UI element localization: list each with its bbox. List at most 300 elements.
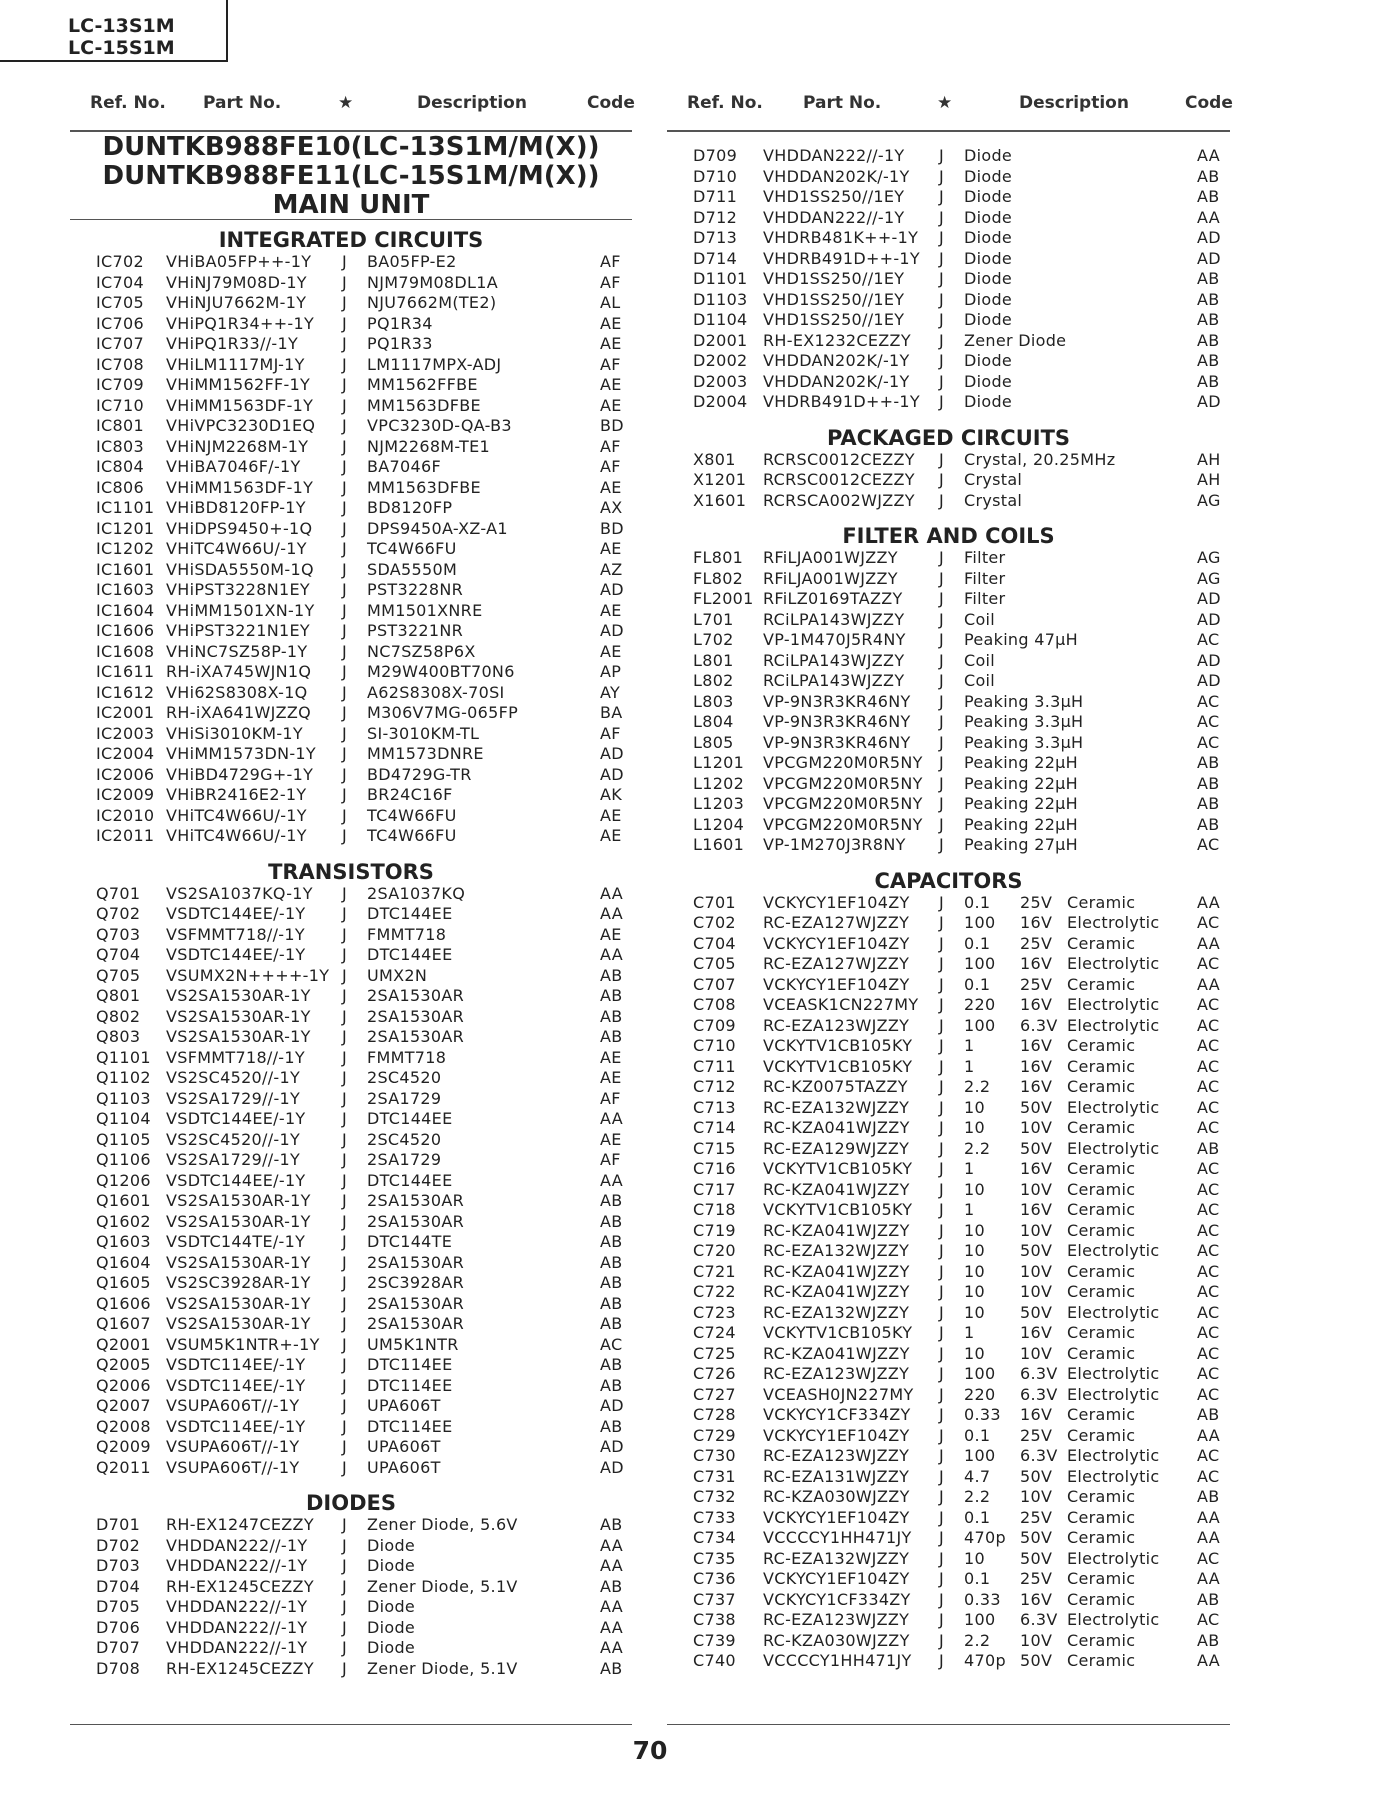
mark-cell: J <box>342 1191 348 1210</box>
mark-cell: J <box>939 954 945 973</box>
mark-cell: J <box>939 1651 945 1670</box>
part-no-cell: VHiMM1573DN-1Y <box>166 744 316 763</box>
code-cell: AC <box>1197 913 1220 932</box>
part-row <box>667 548 1230 569</box>
voltage-cell: 16V <box>1020 1405 1053 1424</box>
description-cell: Electrolytic <box>1067 1610 1160 1629</box>
value-cell: 0.1 <box>964 892 991 912</box>
ref-no-cell: D710 <box>693 166 738 186</box>
description-cell: DTC144EE <box>367 1109 453 1128</box>
mark-cell: J <box>939 1282 945 1301</box>
part-row <box>70 1597 632 1618</box>
description-cell: UMX2N <box>367 965 428 985</box>
column-header-row <box>667 93 1233 119</box>
description-cell: DTC144EE <box>367 1170 453 1190</box>
ref-no-cell: IC2011 <box>96 826 155 845</box>
mark-cell: J <box>342 682 348 702</box>
mark-cell: J <box>939 609 945 629</box>
description-cell: 2SA1530AR <box>367 1252 465 1272</box>
part-no-cell: VHD1SS250//1EY <box>763 310 905 329</box>
part-no-cell: VHiVPC3230D1EQ <box>166 416 316 435</box>
part-row <box>70 1294 632 1315</box>
description-cell: FMMT718 <box>367 924 447 944</box>
mark-cell: J <box>939 1015 945 1035</box>
ref-no-cell: IC2004 <box>96 744 155 763</box>
part-no-cell: VCKYCY1EF104ZY <box>763 974 910 994</box>
part-no-cell: VHiNJU7662M-1Y <box>166 293 307 312</box>
voltage-cell: 25V <box>1020 1507 1053 1527</box>
mark-cell: J <box>342 641 348 661</box>
ref-no-cell: FL2001 <box>693 589 754 608</box>
description-cell: Filter <box>964 589 1006 608</box>
mark-cell: J <box>342 1396 348 1415</box>
part-no-cell: VPCGM220M0R5NY <box>763 814 923 834</box>
part-row <box>667 835 1230 856</box>
voltage-cell: 16V <box>1020 1036 1053 1055</box>
description-cell: 2SC3928AR <box>367 1273 464 1292</box>
value-cell: 2.2 <box>964 1077 991 1096</box>
mark-cell: J <box>342 293 348 312</box>
ref-no-cell: IC803 <box>96 436 144 456</box>
voltage-cell: 16V <box>1020 1159 1053 1178</box>
part-row <box>667 310 1230 331</box>
part-row <box>70 375 632 396</box>
part-row <box>70 437 632 458</box>
description-cell: Electrolytic <box>1067 954 1160 973</box>
ref-no-cell: D714 <box>693 248 738 268</box>
mark-cell: J <box>939 773 945 793</box>
part-row <box>667 1610 1230 1631</box>
part-row <box>70 826 632 847</box>
voltage-cell: 6.3V <box>1020 1446 1058 1465</box>
ref-no-cell: Q1103 <box>96 1088 151 1108</box>
part-row <box>667 815 1230 836</box>
part-no-cell: VSUPA606T//-1Y <box>166 1457 300 1477</box>
description-cell: Zener Diode, 5.1V <box>367 1576 518 1596</box>
ref-no-cell: Q1606 <box>96 1293 151 1313</box>
voltage-cell: 16V <box>1020 1589 1053 1609</box>
description-cell: 2SC4520 <box>367 1068 442 1087</box>
mark-cell: J <box>939 753 945 772</box>
mark-cell: J <box>342 986 348 1005</box>
description-cell: Ceramic <box>1067 1589 1136 1609</box>
part-no-cell: VHDRB491D++-1Y <box>763 248 920 268</box>
ref-no-cell: IC1603 <box>96 580 155 599</box>
mark-cell: J <box>342 1211 348 1231</box>
part-row <box>667 671 1230 692</box>
mark-cell: J <box>939 892 945 912</box>
mark-cell: J <box>939 650 945 670</box>
mark-cell: J <box>939 1528 945 1547</box>
ref-no-cell: Q803 <box>96 1027 141 1046</box>
description-cell: BR24C16F <box>367 785 453 804</box>
code-cell: AB <box>1197 187 1220 206</box>
mark-cell: J <box>939 995 945 1014</box>
description-cell: NJM2268M-TE1 <box>367 436 490 456</box>
page-number: 70 <box>632 1736 668 1765</box>
part-no-cell: VCEASK1CN227MY <box>763 995 919 1014</box>
mark-cell: J <box>939 1610 945 1629</box>
mark-cell: J <box>939 1507 945 1527</box>
description-cell: Zener Diode, 5.1V <box>367 1658 518 1678</box>
mark-cell: J <box>342 1515 348 1534</box>
description-cell: Electrolytic <box>1067 1446 1160 1465</box>
description-cell: NC7SZ58P6X <box>367 641 476 661</box>
part-no-cell: VS2SA1530AR-1Y <box>166 1211 311 1231</box>
part-row <box>667 1590 1230 1611</box>
mark-cell: J <box>342 1375 348 1395</box>
part-row <box>70 539 632 560</box>
part-row <box>70 1007 632 1028</box>
mark-cell: J <box>342 1150 348 1169</box>
part-no-cell: RC-KZA041WJZZY <box>763 1118 910 1137</box>
value-cell: 10 <box>964 1118 985 1137</box>
code-cell: AB <box>600 1314 623 1333</box>
part-no-cell: VCCCCY1HH471JY <box>763 1528 912 1547</box>
part-row <box>667 167 1230 188</box>
voltage-cell: 16V <box>1020 1056 1053 1076</box>
part-row <box>70 334 632 355</box>
voltage-cell: 25V <box>1020 974 1053 994</box>
ref-no-cell: C709 <box>693 1015 736 1035</box>
voltage-cell: 50V <box>1020 1302 1053 1322</box>
part-row <box>667 1467 1230 1488</box>
code-cell: AF <box>600 436 621 456</box>
ref-no-cell: X801 <box>693 449 736 469</box>
ref-no-cell: C740 <box>693 1651 736 1670</box>
mark-cell: J <box>939 1487 945 1506</box>
mark-cell: J <box>939 228 945 247</box>
part-no-cell: VSDTC144TE/-1Y <box>166 1232 306 1251</box>
description-cell: Peaking 22µH <box>964 794 1078 813</box>
part-no-cell: VHDDAN222//-1Y <box>763 146 905 165</box>
part-row <box>70 904 632 925</box>
description-cell: 2SA1530AR <box>367 1314 465 1333</box>
ref-no-cell: C713 <box>693 1097 736 1117</box>
mark-cell: J <box>939 1630 945 1650</box>
part-no-cell: RC-KZA030WJZZY <box>763 1487 910 1506</box>
left-bottom-rule <box>70 1724 632 1725</box>
part-no-cell: VHDDAN222//-1Y <box>763 207 905 227</box>
part-row <box>667 1528 1230 1549</box>
description-cell: Ceramic <box>1067 1405 1136 1424</box>
code-cell: AA <box>1197 1425 1220 1445</box>
code-cell: AB <box>600 1191 623 1210</box>
mark-cell: J <box>342 518 348 538</box>
part-no-cell: VHDDAN222//-1Y <box>166 1617 308 1637</box>
description-cell: MM1563DFBE <box>367 395 481 415</box>
ref-no-cell: D701 <box>96 1515 141 1534</box>
description-cell: Ceramic <box>1067 974 1136 994</box>
description-cell: PST3228NR <box>367 580 464 599</box>
mark-cell: J <box>939 1056 945 1076</box>
ref-no-cell: Q1607 <box>96 1314 151 1333</box>
description-cell: Crystal <box>964 470 1023 489</box>
mark-cell: J <box>939 1036 945 1055</box>
part-row <box>70 1515 632 1536</box>
description-cell: SI-3010KM-TL <box>367 723 480 743</box>
part-no-cell: VHiPST3228N1EY <box>166 580 310 599</box>
ref-no-cell: D703 <box>96 1556 141 1575</box>
code-cell: AB <box>1197 1138 1220 1158</box>
code-cell: AA <box>600 1535 623 1555</box>
code-cell: AG <box>1197 548 1221 567</box>
code-cell: AF <box>600 1088 621 1108</box>
code-cell: AK <box>600 785 623 804</box>
mark-cell: J <box>939 691 945 711</box>
mark-cell: J <box>342 395 348 415</box>
header-ref-no: Ref. No. <box>90 93 166 113</box>
part-row <box>70 478 632 499</box>
ref-no-cell: Q1206 <box>96 1170 151 1190</box>
ref-no-cell: C710 <box>693 1036 736 1055</box>
description-cell: Zener Diode, 5.6V <box>367 1515 518 1534</box>
description-cell: Diode <box>964 310 1013 329</box>
mark-cell: J <box>342 1088 348 1108</box>
mark-cell: J <box>342 904 348 923</box>
mark-cell: J <box>939 568 945 588</box>
part-row <box>70 560 632 581</box>
part-row <box>667 1405 1230 1426</box>
voltage-cell: 16V <box>1020 1077 1053 1096</box>
part-no-cell: VHiNJM2268M-1Y <box>166 436 309 456</box>
description-cell: Ceramic <box>1067 1220 1136 1240</box>
code-cell: AC <box>1197 1220 1220 1240</box>
part-row <box>70 1335 632 1356</box>
mark-cell: J <box>342 1273 348 1292</box>
value-cell: 470p <box>964 1651 1006 1670</box>
ref-no-cell: D704 <box>96 1576 141 1596</box>
part-row <box>667 1446 1230 1467</box>
code-cell: AC <box>1197 1241 1220 1260</box>
code-cell: AC <box>1197 1364 1220 1383</box>
mark-cell: J <box>342 252 348 271</box>
part-row <box>667 187 1230 208</box>
description-cell: Peaking 3.3µH <box>964 732 1084 752</box>
mark-cell: J <box>939 1077 945 1096</box>
description-cell: Diode <box>964 146 1013 165</box>
part-no-cell: VCKYTV1CB105KY <box>763 1159 913 1178</box>
part-no-cell: VSDTC144EE/-1Y <box>166 904 306 923</box>
description-cell: Ceramic <box>1067 1261 1136 1281</box>
ref-no-cell: Q1102 <box>96 1068 151 1087</box>
mark-cell: J <box>342 1334 348 1354</box>
ref-no-cell: IC707 <box>96 334 144 353</box>
description-cell: Ceramic <box>1067 1056 1136 1076</box>
ref-no-cell: D1104 <box>693 310 748 329</box>
part-no-cell: VS2SA1530AR-1Y <box>166 1314 311 1333</box>
part-no-cell: VSDTC114EE/-1Y <box>166 1375 306 1395</box>
ref-no-cell: Q1101 <box>96 1047 151 1067</box>
ref-no-cell: C718 <box>693 1200 736 1219</box>
part-row <box>70 1396 632 1417</box>
part-row <box>70 1253 632 1274</box>
code-cell: AB <box>1197 351 1220 370</box>
ref-no-cell: IC1604 <box>96 600 155 620</box>
description-cell: UPA606T <box>367 1396 441 1415</box>
mark-cell: J <box>939 1220 945 1240</box>
description-cell: Peaking 22µH <box>964 753 1078 772</box>
mark-cell: J <box>342 1437 348 1456</box>
code-cell: AF <box>600 723 621 743</box>
mark-cell: J <box>939 794 945 813</box>
ref-no-cell: C705 <box>693 954 736 973</box>
code-cell: AA <box>600 1597 623 1616</box>
ref-no-cell: C726 <box>693 1364 736 1383</box>
part-no-cell: VS2SC3928AR-1Y <box>166 1273 311 1292</box>
part-no-cell: VHDDAN222//-1Y <box>166 1597 308 1616</box>
ref-no-cell: C733 <box>693 1507 736 1527</box>
code-cell: AB <box>600 986 623 1005</box>
column-header-row <box>70 93 635 119</box>
part-row <box>70 396 632 417</box>
voltage-cell: 25V <box>1020 892 1053 912</box>
value-cell: 10 <box>964 1548 985 1568</box>
part-no-cell: RFiLZ0169TAZZY <box>763 589 903 608</box>
part-no-cell: VHi62S8308X-1Q <box>166 682 308 702</box>
ref-no-cell: IC1606 <box>96 621 155 640</box>
description-cell: Electrolytic <box>1067 1097 1160 1117</box>
description-cell: Ceramic <box>1067 1528 1136 1547</box>
part-no-cell: VHiBR2416E2-1Y <box>166 785 307 804</box>
mark-cell: J <box>342 1129 348 1149</box>
description-cell: DTC114EE <box>367 1375 453 1395</box>
code-cell: AD <box>1197 671 1221 690</box>
mark-cell: J <box>939 371 945 391</box>
part-no-cell: VHDDAN202K/-1Y <box>763 351 910 370</box>
description-cell: Diode <box>964 351 1013 370</box>
ref-no-cell: IC2009 <box>96 785 155 804</box>
part-no-cell: RC-EZA129WJZZY <box>763 1138 910 1158</box>
ref-no-cell: L1201 <box>693 753 745 772</box>
part-row <box>70 806 632 827</box>
code-cell: AB <box>1197 269 1220 288</box>
part-row <box>70 1150 632 1171</box>
mark-cell: J <box>939 913 945 932</box>
part-row <box>70 884 632 905</box>
ref-no-cell: Q1104 <box>96 1109 151 1128</box>
part-no-cell: RCiLPA143WJZZY <box>763 650 905 670</box>
part-no-cell: VHiBD8120FP-1Y <box>166 498 306 517</box>
voltage-cell: 50V <box>1020 1097 1053 1117</box>
description-cell: Crystal <box>964 490 1023 510</box>
value-cell: 100 <box>964 954 996 973</box>
description-cell: Peaking 22µH <box>964 773 1078 793</box>
part-no-cell: VS2SA1530AR-1Y <box>166 1191 311 1210</box>
code-cell: AY <box>600 682 621 702</box>
description-cell: BA7046F <box>367 457 441 476</box>
value-cell: 0.1 <box>964 933 991 953</box>
description-cell: 2SA1729 <box>367 1088 442 1108</box>
part-row <box>70 1048 632 1069</box>
ref-no-cell: IC704 <box>96 272 144 292</box>
ref-no-cell: C731 <box>693 1466 736 1486</box>
code-cell: AA <box>1197 1651 1220 1670</box>
code-cell: AC <box>1197 732 1220 752</box>
part-no-cell: VSUPA606T//-1Y <box>166 1437 300 1456</box>
part-no-cell: VS2SA1530AR-1Y <box>166 986 311 1005</box>
part-row <box>667 392 1230 413</box>
mark-cell: J <box>939 732 945 752</box>
part-row <box>667 794 1230 815</box>
part-no-cell: VSUM5K1NTR+-1Y <box>166 1334 320 1354</box>
part-no-cell: RH-iXA641WJZZQ <box>166 703 312 722</box>
ref-no-cell: C734 <box>693 1528 736 1547</box>
part-no-cell: VHiNC7SZ58P-1Y <box>166 641 308 661</box>
ref-no-cell: Q2009 <box>96 1437 151 1456</box>
part-row <box>667 1180 1230 1201</box>
value-cell: 0.1 <box>964 1425 991 1445</box>
mark-cell: J <box>342 1027 348 1046</box>
part-row <box>667 1241 1230 1262</box>
value-cell: 1 <box>964 1159 975 1178</box>
code-cell: AB <box>1197 289 1220 309</box>
part-row <box>667 1118 1230 1139</box>
part-no-cell: VHiDPS9450+-1Q <box>166 518 313 538</box>
value-cell: 100 <box>964 1364 996 1383</box>
description-cell: TC4W66FU <box>367 826 457 845</box>
part-row <box>667 450 1230 471</box>
code-cell: AC <box>1197 1056 1220 1076</box>
code-cell: AC <box>600 1334 623 1354</box>
code-cell: AC <box>1197 1097 1220 1117</box>
part-row <box>667 1098 1230 1119</box>
mark-cell: J <box>939 449 945 469</box>
code-cell: AD <box>600 1457 624 1477</box>
description-cell: Ceramic <box>1067 1569 1136 1588</box>
part-no-cell: VCKYCY1EF104ZY <box>763 892 910 912</box>
ref-no-cell: D2001 <box>693 330 748 350</box>
ref-no-cell: C721 <box>693 1261 736 1281</box>
part-row <box>70 1638 632 1659</box>
part-no-cell: VHiBD4729G+-1Y <box>166 764 314 784</box>
ref-no-cell: IC1611 <box>96 662 155 681</box>
ref-no-cell: C717 <box>693 1179 736 1199</box>
code-cell: AC <box>1197 1015 1220 1035</box>
code-cell: AC <box>1197 1343 1220 1363</box>
part-no-cell: VS2SC4520//-1Y <box>166 1129 301 1149</box>
value-cell: 1 <box>964 1036 975 1055</box>
value-cell: 0.1 <box>964 1569 991 1588</box>
voltage-cell: 6.3V <box>1020 1384 1058 1404</box>
part-row <box>667 351 1230 372</box>
voltage-cell: 50V <box>1020 1138 1053 1158</box>
part-no-cell: VHiNJ79M08D-1Y <box>166 272 307 292</box>
code-cell: AC <box>1197 1077 1220 1096</box>
ref-no-cell: D1103 <box>693 289 748 309</box>
code-cell: AA <box>600 1109 623 1128</box>
part-row <box>667 913 1230 934</box>
description-cell: Diode <box>367 1617 416 1637</box>
part-no-cell: RC-EZA123WJZZY <box>763 1610 910 1629</box>
part-no-cell: VPCGM220M0R5NY <box>763 753 923 772</box>
code-cell: AD <box>1197 228 1221 247</box>
code-cell: AD <box>1197 392 1221 411</box>
code-cell: AB <box>1197 773 1220 793</box>
mark-cell: J <box>342 1232 348 1251</box>
code-cell: AA <box>1197 1569 1220 1588</box>
part-no-cell: RC-EZA132WJZZY <box>763 1097 910 1117</box>
part-no-cell: VHDDAN222//-1Y <box>166 1638 308 1657</box>
part-no-cell: RH-iXA745WJN1Q <box>166 662 312 681</box>
part-no-cell: VHiLM1117MJ-1Y <box>166 354 305 374</box>
mark-cell: J <box>342 1597 348 1616</box>
description-cell: Diode <box>964 187 1013 206</box>
ref-no-cell: L801 <box>693 650 734 670</box>
value-cell: 0.33 <box>964 1589 1001 1609</box>
ref-no-cell: IC804 <box>96 457 144 476</box>
code-cell: AA <box>600 904 623 923</box>
